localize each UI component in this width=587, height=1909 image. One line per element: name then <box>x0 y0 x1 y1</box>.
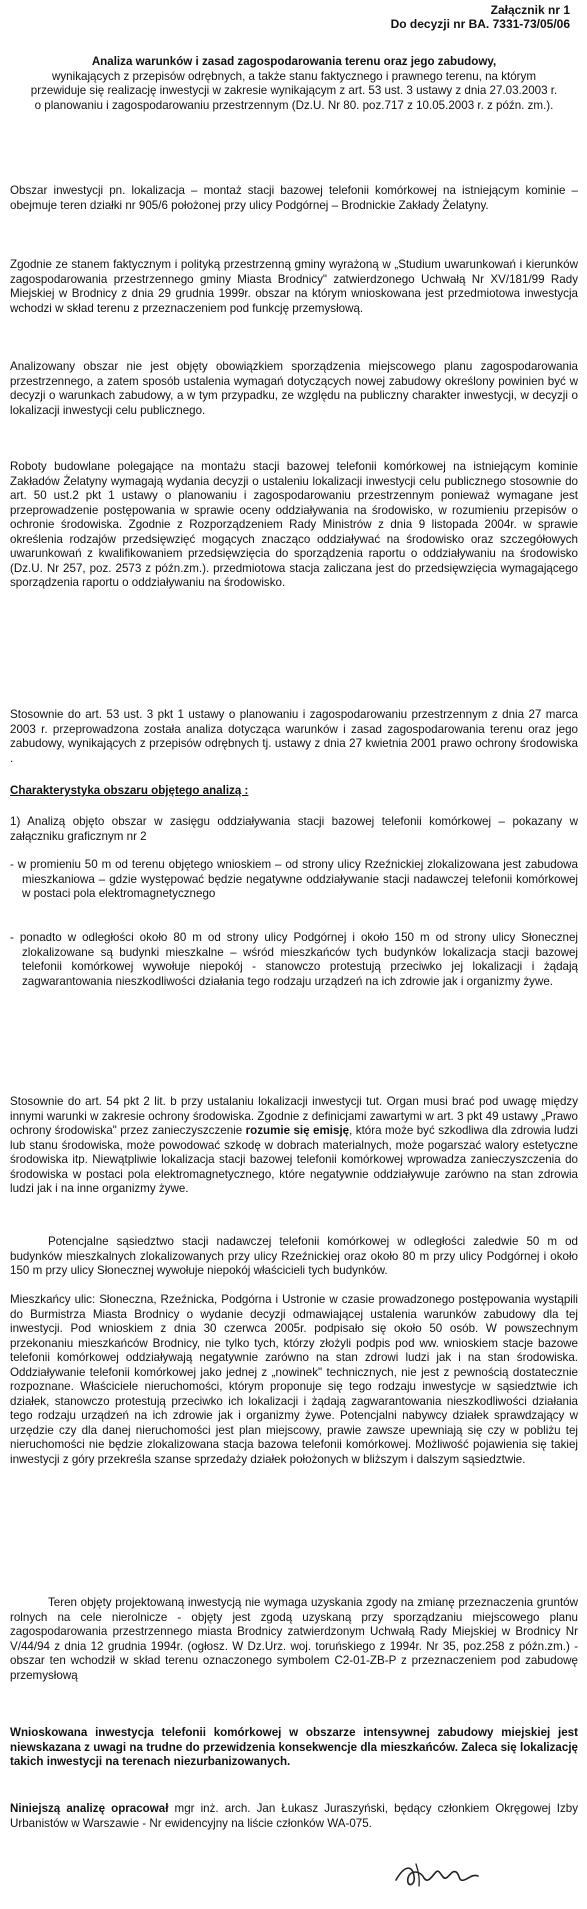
paragraph-land-use: Teren objęty projektowaną inwestycją nie wymaga uzyskania zgody na zmianę przeznaczenia gruntów rolnych na cele nierolnicze - objęty jest zgodą uzyskaną przy sporządzaniu miejscowego planu zagospodarowania przestrzennego miasta Brodnicy zatwierdzonym Uchwałą Rady Miejskiej w Brodnicy Nr V/44/94 z dnia 12 grudnia 1994r. (ogłosz. W Dz.Urz. woj. toruńskiego z 1994r. Nr 35, poz.258 z późn.zm.) - obszar ten wchodził w skład terenu oznaczonego symbolem C2-01-ZB-P z przeznaczeniem pod zabudowę przemysłową <box>10 1596 578 1682</box>
env-text-part1: Stosownie do art. 54 pkt 2 lit. b przy ustalaniu lokalizacji inwestycji tut. Organ musi brać pod uwagę między innymi warunki w zakresie ochrony środowiska. Zgodnie z definicjami zawartymi w art. 3 pkt 49 ustawy „Prawo ochrony środowiska" przez zanieczyszczenie <box>10 1095 578 1137</box>
paragraph-environment-protection <box>10 1095 578 1197</box>
title-bold: Analiza warunków i zasad zagospodarowania terenu oraz jego zabudowy, <box>91 55 497 68</box>
author-lead: Niniejszą analizę opracował <box>10 1802 169 1815</box>
attachment-number: Załącznik nr 1 <box>490 3 570 17</box>
signature-stroke <box>416 1864 419 1886</box>
author-details: mgr inż. arch. Jan Łukasz Juraszyński, będący członkiem Okręgowej Izby Urbanistów w Warszawie - Nr ewidencyjny na liście członków WA-075. <box>10 1802 578 1830</box>
conclusion-paragraph: Wnioskowana inwestycja telefonii komórkowej w obszarze intensywnej zabudowy miejskiej jest niewskazana z uwagi na trudne do przewidzenia konsekwencje dla mieszkańców. Zaleca się lokalizację takich inwestycji na terenach niezurbanizowanych. <box>10 1726 578 1768</box>
paragraph-study: Zgodnie ze stanem faktycznym i polityką przestrzenną gminy wyrażoną w „Studium uwarunkowań i kierunków zagospodarowania przestrzennego gminy Miasta Brodnicy" zatwierdzonego Uchwałą Nr XV/181/99 Rady Miejskiej w Brodnicy z dnia 29 grudnia 1999r. obszar na którym wnioskowana jest przedmiotowa inwestycja wchodzi w skład terenu z przeznaczeniem pod funkcję przemysłową. <box>10 258 578 315</box>
list-item: - ponadto w odległości około 80 m od strony ulicy Podgórnej i około 150 m od strony ulicy Słonecznej zlokalizowane są budynki mieszkalne – wśród mieszkańców tych budynków lokalizacja stacji bazowej telefonii komórkowej wywołuje niepokój - stanowczo protestują przeciwko jej lokalizacji i żądają zagwarantowania nieszkodliwości działania tego rodzaju urządzeń na ich zdrowie jak i organizmy żywe. <box>10 931 578 988</box>
paragraph-residents-protest: Mieszkańcy ulic: Słoneczna, Rzeźnicka, Podgórna i Ustronie w czasie prowadzonego postępowania wystąpili do Burmistrza Miasta Brodnicy o wydanie decyzji odmawiającej ustalenia warunków zabudowy dla tej inwestycji. Pod wnioskiem z dnia 30 czerwca 2005r. podpisało się około 50 osób. W powszechnym przekonaniu mieszkańców Brodnicy, nie tylko tych, którzy złożyli podpis pod ww. wnioskiem stacje bazowe telefonii komórkowej oddziaływają negatywnie zarówno na stan zdrowi ludzi jak i na stan środowiska. Oddziaływanie telefonii komórkowej jako jednej z „nowinek" technicznych, nie jest z pewnością dostatecznie rozpoznane. Właściciele nieruchomości, którym proponuje się tego rodzaju inwestycje w sąsiedztwie ich działek, stanowczo protestują przeciwko ich lokalizacji i żądają zagwarantowania nieszkodliwości działania tego rodzaju urządzeń na ich zdrowie jak i organizmy żywe. Potencjalni nabywcy działek sprawdzający w urzędzie czy dla danej nieruchomości jest plan miejscowy, prawie zawsze upewniają się czy w pobliżu tej nieruchomości nie będzie zlokalizowana stacja bazowa telefonii komórkowej. Możliwość pojawienia się takiej inwestycji z góry przekreśla szanse sprzedaży działek położonych w bliższym i dalszym sąsiedztwie. <box>10 1293 578 1466</box>
analysis-list-intro: 1) Analizą objęto obszar w zasięgu oddziaływania stacji bazowej telefonii komórkowej – pokazany w załączniku graficznym nr 2 <box>10 815 578 843</box>
document-title <box>10 55 578 113</box>
section-heading: Charakterystyka obszaru objętego analizą : <box>10 784 249 797</box>
handwritten-signature <box>392 1856 482 1892</box>
emission-definition: rozumie się emisję <box>245 1124 350 1137</box>
attachment-header <box>391 3 570 31</box>
paragraph-construction-works: Roboty budowlane polegające na montażu stacji bazowej telefonii komórkowej na istniejącym kominie Zakładów Żelatyny wymagają wydania decyzji o ustaleniu lokalizacji inwestycji celu publicznego stosownie do art. 50 ust.2 pkt 1 ustawy o planowaniu i zagospodarowaniu przestrzennym ponieważ wymagane jest przeprowadzenie postępowania w sprawie oceny oddziaływania na środowisko, w rozumieniu przepisów o ochronie środowiska. Zgodnie z Rozporządzeniem Rady Ministrów z dnia 9 listopada 2004r. w sprawie określenia rodzajów przedsięwzięć mogących znacząco oddziaływać na środowisko oraz szczegółowych uwarunkowań z kwalifikowaniem przedsięwzięcia do sporządzenia raportu o oddziaływaniu na środowisko (Dz.U. Nr 257, poz. 2573 z późn.zm.). przedmiotowa stacja zaliczana jest do przedsięwzięcia wymagającego sporządzenia raportu o oddziaływaniu na środowisko. <box>10 460 578 589</box>
author-paragraph <box>10 1802 578 1831</box>
decision-reference: Do decyzji nr BA. 7331-73/05/06 <box>390 17 570 31</box>
paragraph-plan-obligation: Analizowany obszar nie jest objęty obowiązkiem sporządzenia miejscowego planu zagospodarowania przestrzennego, a zatem sposób ustalenia wymagań dotyczących nowej zabudowy określony powinien być w decyzji o warunkach zabudowy, a w tym przypadku, ze względu na publiczny charakter inwestycji, w decyzji o lokalizacji inwestycji celu publicznego. <box>10 360 578 417</box>
signature-stroke <box>396 1868 478 1884</box>
paragraph-investment-area: Obszar inwestycji pn. lokalizacja – montaż stacji bazowej telefonii komórkowej na istniejącym kominie – obejmuje teren działki nr 905/6 położonej przy ulicy Podgórnej – Brodnickie Zakłady Żelatyny. <box>10 184 578 212</box>
title-subtitle: wynikających z przepisów odrębnych, a także stanu faktycznego i prawnego terenu, na którym przewiduje się realizację inwestycji w zakresie wynikającym z art. 53 ust. 3 ustawy z dnia 27.03.2003 r. o planowaniu i zagospodarowaniu przestrzennym (Dz.U. Nr 80. poz.717 z 10.05.2003 r. z późn. zm.). <box>30 69 558 112</box>
paragraph-analysis-basis: Stosownie do art. 53 ust. 3 pkt 1 ustawy o planowaniu i zagospodarowaniu przestrzennym z dnia 27 marca 2003 r. przeprowadzona została analiza dotycząca warunków i zasad zagospodarowania terenu oraz jego zabudowy, wynikających z przepisów odrębnych tj. ustawy z dnia 27 kwietnia 2001 prawo ochrony środowiska . <box>10 708 578 765</box>
list-item: - w promieniu 50 m od terenu objętego wnioskiem – od strony ulicy Rzeźnickiej zlokalizowana jest zabudowa mieszkaniowa – gdzie występować będzie negatywne oddziaływanie stacji nadawczej telefonii komórkowej w postaci pola elektromagnetycznego <box>10 858 578 900</box>
env-text-part2: , która może być szkodliwa dla zdrowia ludzi lub stanu środowiska, może powodować szkodę w dobrach materialnych, może pogarszać walory estetyczne środowiska itp. Niewątpliwie lokalizacja stacji bazowej telefonii komórkowej wprowadza zanieczyszczenia do środowiska w postaci pola elektromagnetycznego, które negatywnie oddziaływuje zarówno na stan zdrowia ludzi jak i na inne organizmy żywe. <box>10 1124 578 1195</box>
paragraph-neighbourhood: Potencjalne sąsiedztwo stacji nadawczej telefonii komórkowej w odległości zaledwie 50 m od budynków mieszkalnych zlokalizowanych przy ulicy Rzeźnickiej oraz około 80 m przy ulicy Podgórnej i około 150 m przy ulicy Słonecznej wywołuje niepokój właścicieli tych budynków. <box>10 1235 578 1277</box>
